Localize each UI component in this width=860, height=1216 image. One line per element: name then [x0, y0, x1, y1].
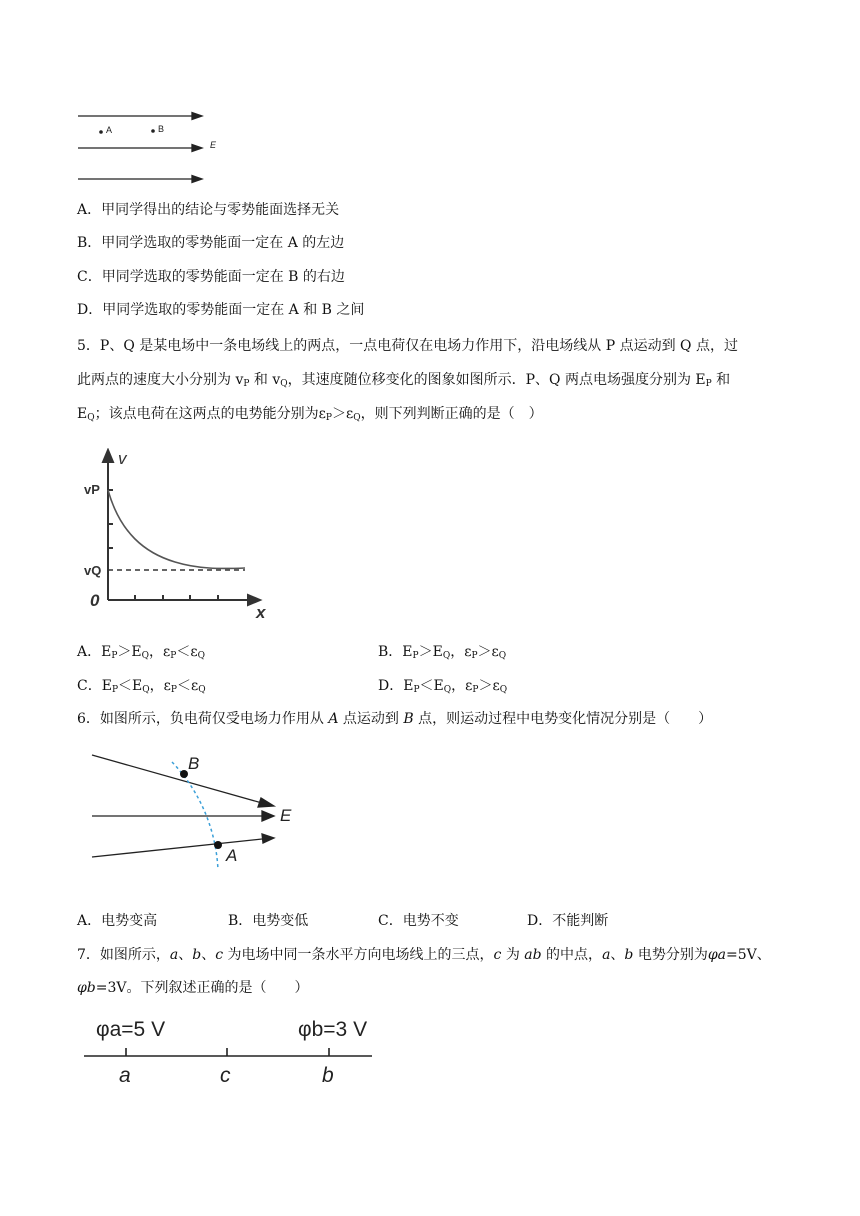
q4-label-e: E — [210, 140, 217, 150]
q7-phi-b: φb=3 V — [298, 1018, 368, 1041]
q5-option-c: C．$E_P<E_Q$，$\varepsilon_P<\varepsilon_Q$ — [77, 678, 206, 695]
point-b — [180, 770, 188, 778]
q4-label-a: A — [106, 125, 113, 135]
q7-stem-line1 — [77, 945, 771, 965]
q7-text-segment: a — [169, 947, 179, 963]
velocity-curve — [108, 490, 245, 568]
q5-option-a: A．$E_P>E_Q$，$\varepsilon_P<\varepsilon_Q$ — [77, 644, 206, 661]
q7-text-segment: 为电场中同一条水平方向电场线上的三点， — [223, 947, 494, 963]
point-b — [151, 129, 155, 133]
q6-stem: 6．如图所示，负电荷仅受电场力作用从 A 点运动到 B 点，则运动过程中电势变化情况分别是（ ） — [77, 711, 713, 727]
q7-label-a: a — [119, 1064, 131, 1087]
q6-label-a: A — [226, 846, 238, 865]
q7-text-segment: 、 — [178, 947, 193, 963]
q7-stem-line2 — [77, 978, 309, 998]
y-arrowhead — [103, 450, 113, 462]
q4-option-d: D．甲同学选取的零势能面一定在 A 和 B 之间 — [77, 302, 365, 318]
arrowhead — [262, 834, 274, 843]
q6-label-b: B — [188, 754, 200, 773]
graph-origin: 0 — [90, 591, 100, 610]
q7-phi-a: φa=5 V — [96, 1018, 166, 1041]
q5-velocity-graph — [80, 448, 280, 623]
graph-vp-label: vP — [84, 482, 100, 497]
q6-field-figure — [86, 745, 306, 875]
q4-option-c: C．甲同学选取的零势能面一定在 B 的右边 — [77, 269, 345, 285]
arrowhead — [262, 811, 274, 821]
q6-option-a: A．电势变高 — [77, 913, 158, 929]
q7-text-segment: ab — [524, 947, 542, 963]
q7-text-segment: φa — [707, 947, 726, 963]
arrowhead — [192, 145, 202, 152]
q7-text-segment: 电势分别为 — [633, 947, 708, 963]
q7-text-segment: =5V、 — [726, 947, 771, 963]
q7-text-segment: b — [192, 947, 202, 963]
q4-option-a: A．甲同学得出的结论与零势能面选择无关 — [77, 202, 340, 218]
arrowhead — [258, 798, 274, 807]
arrowhead — [192, 176, 202, 183]
q5-stem-line1: 5．P、Q 是某电场中一条电场线上的两点，一点电荷仅在电场力作用下，沿电场线从 P 点运动到 Q 点，过 — [77, 338, 738, 354]
q7-text-segment: 7．如图所示， — [77, 947, 170, 963]
q7-text-segment: φb — [77, 980, 96, 996]
q4-field-figure — [74, 108, 244, 188]
field-line-upper — [92, 755, 262, 803]
q4-label-b: B — [158, 124, 165, 134]
q7-text-segment: b — [624, 947, 634, 963]
q7-label-b: b — [322, 1064, 334, 1087]
q7-text-segment: c — [493, 947, 502, 963]
q7-text-segment: c — [215, 947, 224, 963]
q7-text-segment: 、 — [201, 947, 216, 963]
q7-potential-figure — [80, 1010, 380, 1090]
q5-option-d: D．$E_P<E_Q$，$\varepsilon_P>\varepsilon_Q$ — [378, 678, 508, 695]
q5-option-b: B．$E_P>E_Q$，$\varepsilon_P>\varepsilon_Q$ — [378, 644, 507, 661]
q7-text-segment: a — [602, 947, 611, 963]
graph-xlabel: x — [256, 603, 266, 622]
q6-option-b: B．电势变低 — [228, 913, 309, 929]
point-a — [214, 841, 222, 849]
arrowhead — [192, 113, 202, 120]
q7-text-segment: 的中点， — [541, 947, 603, 963]
q7-label-c: c — [220, 1064, 231, 1087]
graph-vq-label: vQ — [84, 563, 102, 578]
q5-stem-line2: 此两点的速度大小分别为 $v_P$ 和 $v_Q$，其速度随位移变化的图象如图所示．P、Q 两点电场强度分别为 $E_P$ 和 — [77, 372, 731, 389]
q7-text-segment: 、 — [610, 947, 625, 963]
q6-option-d: D．不能判断 — [527, 913, 609, 929]
point-a — [99, 130, 103, 134]
q6-label-e: E — [280, 806, 292, 825]
q5-stem-line3: $E_Q$；该点电荷在这两点的电势能分别为$\varepsilon_P>\varepsilon_Q$，则下列判断正确的是（ ） — [77, 406, 543, 423]
q6-option-c: C．电势不变 — [378, 913, 459, 929]
q4-option-b: B．甲同学选取的零势能面一定在 A 的左边 — [77, 235, 345, 251]
q7-text-segment: 为 — [501, 947, 525, 963]
q7-text-segment: =3V。下列叙述正确的是（ ） — [95, 980, 309, 996]
graph-ylabel: v — [118, 449, 127, 468]
